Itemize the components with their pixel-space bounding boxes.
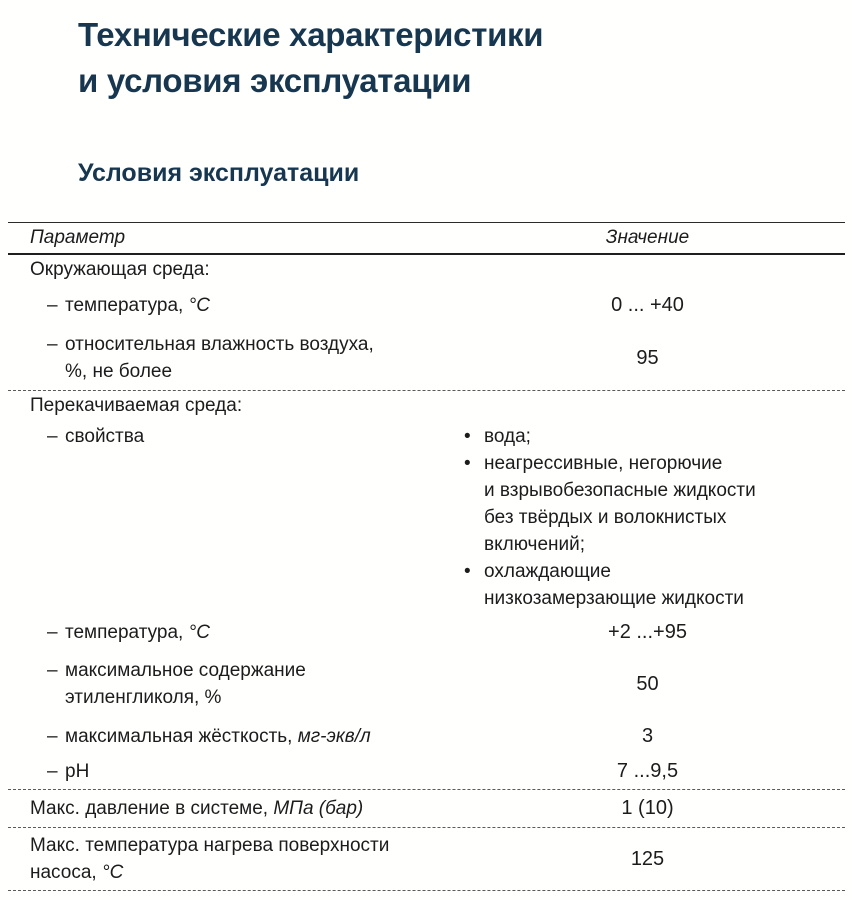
unit-italic: мг-экв/л — [297, 725, 371, 747]
unit-italic: °C — [101, 862, 124, 883]
table-row-ph — [8, 754, 845, 789]
param-text: pH — [65, 760, 90, 782]
value-cell: 50 — [636, 672, 659, 695]
value-cell: 3 — [641, 725, 654, 747]
value-cell: 7 ...9,5 — [616, 760, 679, 782]
list-item-text: неагрессивные, негорючие и взрывобезопасные жидкости без твёрдых и волокнистых включений; — [484, 453, 756, 555]
table-row-max-system-pressure — [8, 790, 845, 827]
param-label — [8, 622, 450, 644]
param-label — [8, 295, 450, 317]
table-row-ambient-temperature — [8, 285, 845, 326]
param-label — [8, 761, 450, 783]
page-title-line1: Технические характеристики — [78, 16, 544, 53]
param-label — [8, 423, 450, 450]
dash-marker: – — [47, 660, 58, 681]
param-label: Окружающая среда: — [30, 259, 210, 280]
bullet-icon: • — [464, 426, 471, 447]
column-header-value: Значение — [605, 227, 690, 248]
dash-marker: – — [47, 760, 58, 782]
table-row-pumped-media-group — [8, 391, 845, 419]
param-text: свойства — [65, 426, 145, 447]
page-title-line2: и условия эксплуатации — [78, 62, 472, 99]
operating-conditions-table — [8, 222, 845, 891]
bullet-icon: • — [464, 453, 471, 474]
page-title — [0, 0, 852, 104]
param-label — [8, 331, 450, 385]
list-item — [464, 450, 839, 558]
list-item-text: охлаждающие низкозамерзающие жидкости — [484, 561, 744, 609]
value-cell: 125 — [630, 847, 665, 870]
param-text: температура, °C — [65, 621, 210, 643]
value-cell — [450, 423, 845, 612]
param-label: Макс. давление в системе, МПа (бар) — [30, 797, 364, 819]
table-row-max-surface-temperature — [8, 828, 845, 890]
list-item — [464, 423, 839, 450]
param-text: максимальная жёсткость, мг-экв/л — [65, 725, 371, 747]
dash-marker: – — [47, 294, 58, 316]
table-row-humidity — [8, 326, 845, 390]
table-row-media-temperature — [8, 616, 845, 649]
bullet-icon: • — [464, 561, 471, 582]
unit-italic: °C — [188, 294, 210, 316]
list-item-text: вода; — [484, 426, 531, 447]
dashed-divider — [8, 890, 845, 891]
unit-italic: °C — [188, 621, 210, 643]
param-text: температура, °C — [65, 294, 210, 316]
param-text: максимальное содержание этиленгликоля, % — [65, 660, 306, 708]
param-label: Макс. температура нагрева поверхности насоса, °C — [30, 835, 390, 883]
param-text: относительная влажность воздуха, %, не более — [65, 334, 374, 382]
table-row-ambient-group — [8, 255, 845, 285]
list-item — [464, 558, 839, 612]
dash-marker: – — [47, 334, 58, 355]
dash-marker: – — [47, 621, 58, 643]
unit-italic: МПа (бар) — [273, 797, 364, 819]
param-label — [8, 726, 450, 748]
dash-marker: – — [47, 725, 58, 747]
value-cell: 1 (10) — [621, 797, 674, 819]
dash-marker: – — [47, 426, 58, 447]
table-header-row — [8, 222, 845, 255]
column-header-parameter: Параметр — [30, 227, 126, 248]
value-cell: +2 ...+95 — [608, 621, 687, 643]
value-cell: 95 — [636, 346, 659, 369]
media-properties-list — [450, 423, 845, 612]
table-row-max-hardness — [8, 719, 845, 754]
table-row-glycol-content — [8, 649, 845, 719]
param-label: Перекачиваемая среда: — [30, 395, 243, 416]
section-heading: Условия эксплуатации — [78, 159, 360, 187]
param-label — [8, 657, 450, 711]
value-cell: 0 ... +40 — [611, 294, 684, 316]
table-row-media-properties — [8, 419, 845, 616]
